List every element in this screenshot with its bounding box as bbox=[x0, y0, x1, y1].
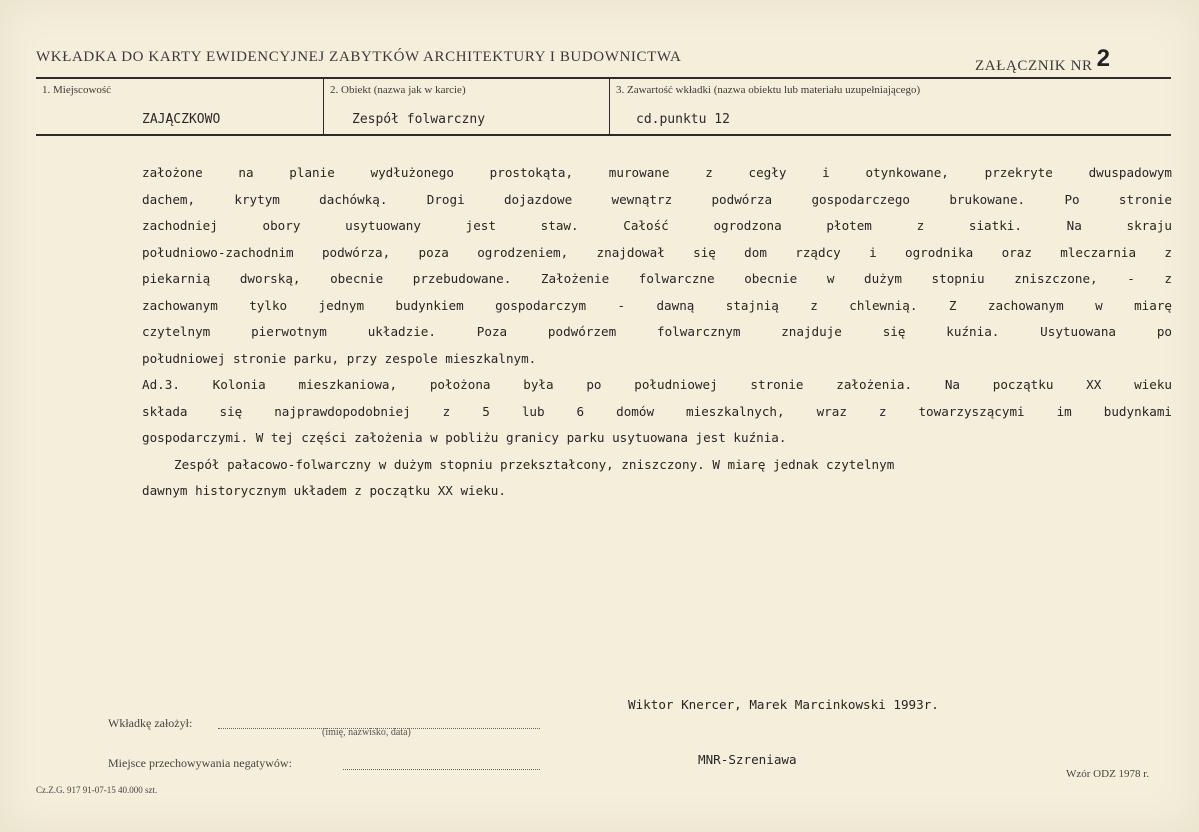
locality-label: 1. Miejscowość bbox=[42, 84, 112, 96]
body-line: Ad.3. Kolonia mieszkaniowa, położona była po południowej stronie założenia. Na początku XX wieku bbox=[142, 377, 1172, 392]
field-divider bbox=[609, 79, 610, 134]
body-line: południowej stronie parku, przy zespole mieszkalnym. bbox=[142, 350, 537, 366]
object-label: 2. Obiekt (nazwa jak w karcie) bbox=[330, 84, 466, 96]
body-line: południowo-zachodnim podwórza, poza ogrodzeniem, znajdował się dom rządcy i ogrodnika oraz mleczarnia z bbox=[142, 244, 1172, 260]
author-signature: Wiktor Knercer, Marek Marcinkowski 1993r. bbox=[628, 697, 939, 712]
author-hint: (imię, nazwisko, data) bbox=[322, 727, 411, 738]
storage-label: Miejsce przechowywania negatywów: bbox=[108, 756, 292, 770]
annex-label: ZAŁĄCZNIK NR bbox=[975, 58, 1093, 74]
storage-value: MNR-Szreniawa bbox=[698, 752, 797, 767]
body-line: zachowanym tylko jednym budynkiem gospodarczym - dawną stajnią z chlewnią. Z zachowanym w miarę bbox=[142, 297, 1172, 313]
field-divider bbox=[323, 79, 324, 134]
header-bottom-rule bbox=[36, 134, 1171, 136]
content-value: cd.punktu 12 bbox=[636, 112, 730, 127]
print-info: Cz.Z.G. 917 91-07-15 40.000 szt. bbox=[36, 785, 158, 795]
annex-heading bbox=[975, 45, 1111, 77]
body-line: zachodniej obory usytuowany jest staw. Całość ogrodzona płotem z siatki. Na skraju bbox=[142, 218, 1172, 233]
annex-number: 2 bbox=[1096, 45, 1111, 72]
template-reference: Wzór ODZ 1978 r. bbox=[1066, 768, 1150, 780]
storage-dotted-line bbox=[343, 769, 540, 770]
body-line: dawnym historycznym układem z początku XX wieku. bbox=[142, 483, 506, 498]
body-text bbox=[142, 160, 1172, 505]
body-line: piekarnią dworską, obecnie przebudowane. Założenie folwarczne obecnie w dużym stopniu zniszczone, - z bbox=[142, 271, 1172, 286]
content-label: 3. Zawartość wkładki (nazwa obiektu lub materiału uzupełniającego) bbox=[616, 84, 921, 96]
body-line: dachem, krytym dachówką. Drogi dojazdowe wewnątrz podwórza gospodarczego brukowane. Po stronie bbox=[142, 191, 1172, 207]
body-line: założone na planie wydłużonego prostokąta, murowane z cegły i otynkowane, przekryte dwuspadowym bbox=[142, 165, 1172, 180]
body-line: Zespół pałacowo-folwarczny w dużym stopniu przekształcony, zniszczony. W miarę jednak czytelnym bbox=[174, 456, 895, 472]
author-label: Wkładkę założył: bbox=[108, 716, 193, 730]
locality-value: ZAJĄCZKOWO bbox=[142, 112, 221, 127]
body-line: gospodarczymi. W tej części założenia w pobliżu granicy parku usytuowana jest kuźnia. bbox=[142, 430, 787, 445]
form-title: WKŁADKA DO KARTY EWIDENCYJNEJ ZABYTKÓW ARCHITEKTURY I BUDOWNICTWA bbox=[36, 49, 682, 65]
body-line: czytelnym pierwotnym układzie. Poza podwórzem folwarcznym znajduje się kuźnia. Usytuowana po bbox=[142, 324, 1172, 339]
object-value: Zespół folwarczny bbox=[352, 112, 486, 127]
body-line: składa się najprawdopodobniej z 5 lub 6 domów mieszkalnych, wraz z towarzyszącymi im budynkami bbox=[142, 403, 1172, 419]
header-top-rule bbox=[36, 77, 1171, 79]
